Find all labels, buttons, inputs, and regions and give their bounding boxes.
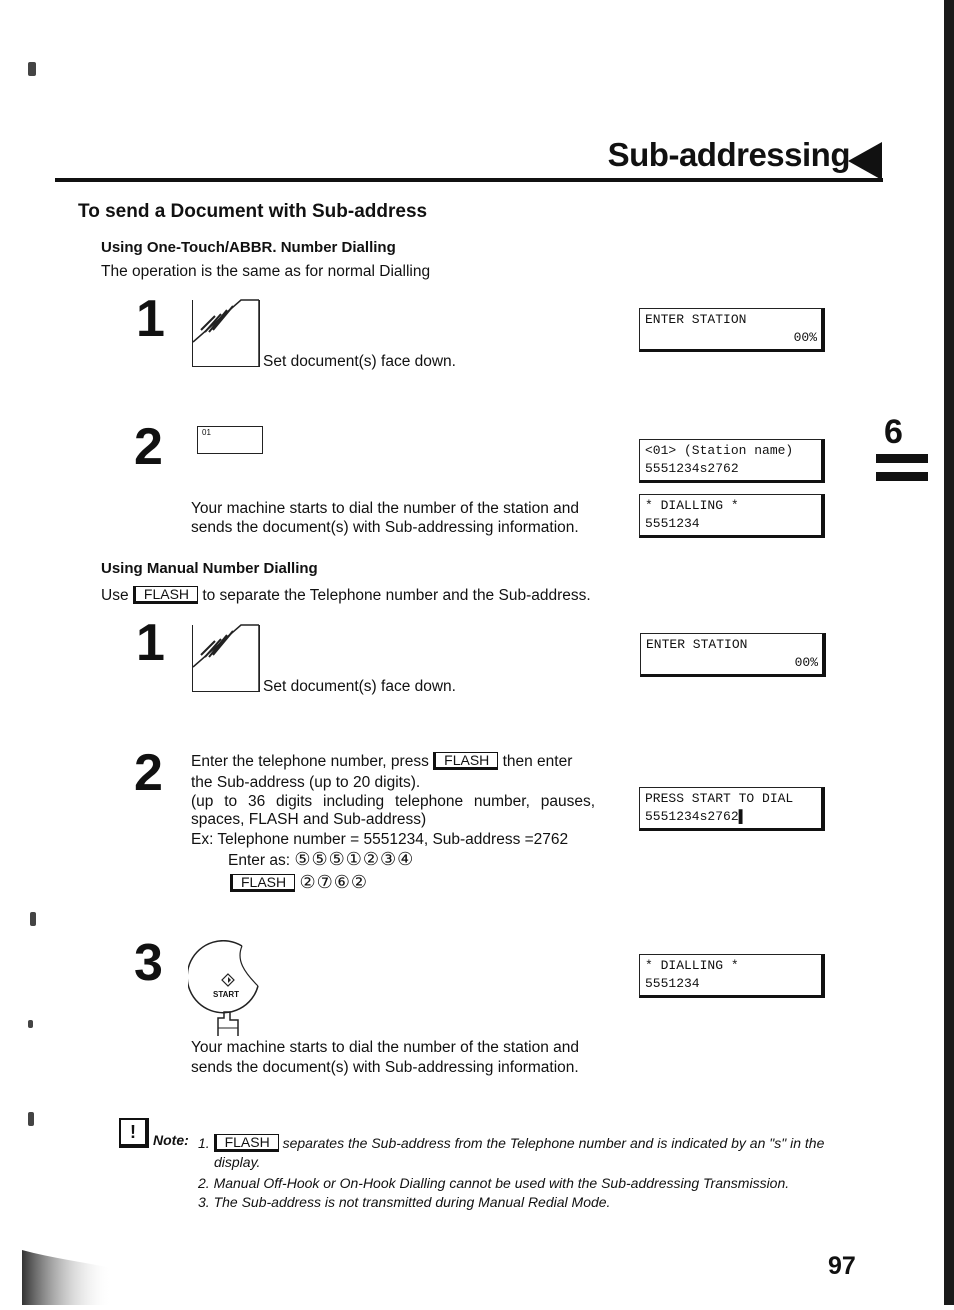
lcd-line-1: <01> (Station name) bbox=[645, 443, 794, 458]
lcd-display bbox=[639, 494, 825, 538]
flash-key: FLASH bbox=[230, 874, 295, 892]
enter-as-label: Enter as: bbox=[228, 852, 291, 869]
scan-speck bbox=[28, 1112, 34, 1126]
lcd-line-2: 00% bbox=[794, 655, 818, 670]
digit-keys: ⑤⑤⑤①②③④ bbox=[294, 849, 415, 869]
manual-intro bbox=[101, 586, 591, 605]
title-rule bbox=[55, 178, 883, 182]
start-key-icon bbox=[188, 940, 268, 1036]
lcd-display bbox=[639, 308, 825, 352]
manual-intro-post: to separate the Telephone number and the Sub-address. bbox=[202, 587, 591, 604]
enter-as-line bbox=[228, 850, 414, 870]
step-text: sends the document(s) with Sub-addressing information. bbox=[191, 519, 579, 536]
digit-keys: ②⑦⑥② bbox=[299, 872, 368, 892]
scan-speck bbox=[28, 1020, 33, 1028]
scan-speck bbox=[28, 62, 36, 76]
lcd-display bbox=[639, 439, 825, 483]
lcd-line-2: 5551234 bbox=[645, 516, 700, 531]
onetouch-heading: Using One-Touch/ABBR. Number Dialling bbox=[101, 239, 396, 256]
step-text-post: then enter bbox=[502, 753, 573, 770]
document-icon bbox=[192, 300, 260, 367]
note-icon: ! bbox=[119, 1118, 149, 1148]
step-text: the Sub-address (up to 20 digits). bbox=[191, 774, 421, 791]
step-text: sends the document(s) with Sub-addressing information. bbox=[191, 1059, 579, 1076]
note-label: Note: bbox=[153, 1132, 189, 1148]
lcd-line-1: * DIALLING * bbox=[645, 498, 739, 513]
step-number: 2 bbox=[134, 418, 163, 476]
manual-heading: Using Manual Number Dialling bbox=[101, 560, 318, 577]
step-number: 1 bbox=[136, 290, 165, 348]
corner-shading bbox=[22, 1250, 112, 1305]
onetouch-intro: The operation is the same as for normal Dialling bbox=[101, 263, 431, 280]
chapter-bar bbox=[876, 454, 928, 463]
step-text-pre: Enter the telephone number, press bbox=[191, 753, 429, 770]
page-edge-bar bbox=[944, 0, 954, 1305]
step-text: Set document(s) face down. bbox=[263, 353, 456, 370]
step-text: Set document(s) face down. bbox=[263, 678, 456, 695]
lcd-display bbox=[639, 787, 825, 831]
onetouch-key-icon bbox=[197, 426, 263, 454]
flash-key: FLASH bbox=[433, 752, 498, 770]
flash-key: FLASH bbox=[214, 1134, 279, 1152]
lcd-display bbox=[640, 633, 826, 677]
scan-speck bbox=[30, 912, 36, 926]
step-text: Ex: Telephone number = 5551234, Sub-address =2762 bbox=[191, 831, 569, 848]
page-title: Sub-addressing bbox=[607, 136, 850, 173]
page-number: 97 bbox=[828, 1252, 856, 1280]
title-arrow-icon bbox=[848, 142, 882, 180]
step-number: 1 bbox=[136, 614, 165, 672]
lcd-line-1: ENTER STATION bbox=[645, 312, 747, 327]
note-item-1-cont: display. bbox=[214, 1154, 261, 1170]
step-text: spaces, FLASH and Sub-address) bbox=[191, 811, 427, 828]
lcd-line-2: 5551234s2762▌ bbox=[645, 809, 747, 824]
lcd-line-1: PRESS START TO DIAL bbox=[645, 791, 794, 806]
step-text: Your machine starts to dial the number of the station and bbox=[191, 1039, 580, 1056]
flash-key: FLASH bbox=[133, 586, 198, 604]
onetouch-key-label: 01 bbox=[202, 428, 211, 437]
note-item-text: separates the Sub-address from the Telephone number and is indicated by an "s" in the bbox=[282, 1135, 825, 1151]
step-number: 3 bbox=[134, 934, 163, 992]
start-label: START bbox=[213, 990, 240, 999]
lcd-line-1: ENTER STATION bbox=[646, 637, 748, 652]
note-item-2: 2. Manual Off-Hook or On-Hook Dialling cannot be used with the Sub-addressing Transmission. bbox=[198, 1175, 790, 1191]
chapter-number: 6 bbox=[884, 413, 903, 451]
document-icon bbox=[192, 625, 260, 692]
step-text: (up to 36 digits including telephone number, pauses, bbox=[191, 793, 595, 810]
step-text bbox=[191, 752, 572, 771]
note-item-1 bbox=[198, 1134, 848, 1152]
lcd-line-2: 5551234 bbox=[645, 976, 700, 991]
lcd-line-2: 00% bbox=[793, 330, 817, 345]
lcd-line-1: * DIALLING * bbox=[645, 958, 739, 973]
lcd-line-2: 5551234s2762 bbox=[645, 461, 739, 476]
lcd-display bbox=[639, 954, 825, 998]
note-item-3: 3. The Sub-address is not transmitted during Manual Redial Mode. bbox=[198, 1194, 611, 1210]
chapter-bar bbox=[876, 472, 928, 481]
flash-sub-line bbox=[230, 873, 368, 893]
section-heading: To send a Document with Sub-address bbox=[78, 201, 428, 222]
note-item-number: 1. bbox=[198, 1135, 210, 1151]
manual-intro-pre: Use bbox=[101, 587, 129, 604]
step-text: Your machine starts to dial the number of the station and bbox=[191, 500, 580, 517]
step-number: 2 bbox=[134, 744, 163, 802]
